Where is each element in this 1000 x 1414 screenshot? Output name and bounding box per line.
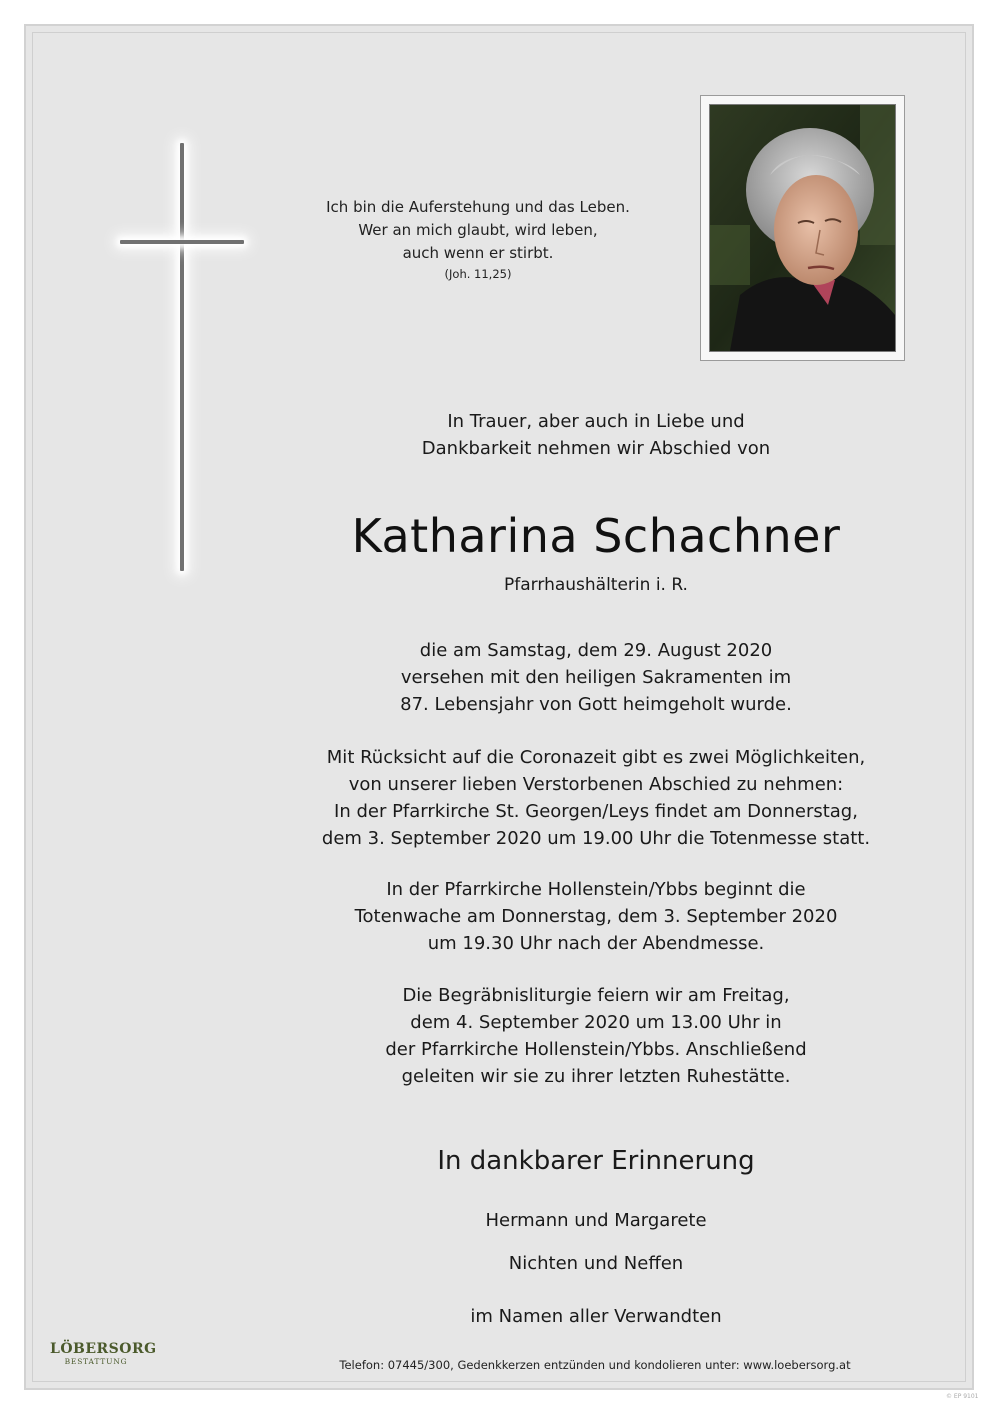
burial-notice bbox=[296, 982, 896, 1090]
intro-text bbox=[296, 408, 896, 462]
verse-line-1: Ich bin die Auferstehung und das Leben. bbox=[326, 198, 630, 216]
cross-horizontal-beam bbox=[120, 240, 244, 244]
intro-line-2: Dankbarkeit nehmen wir Abschied von bbox=[421, 438, 771, 459]
portrait-frame bbox=[700, 95, 905, 361]
burial-notice-line: der Pfarrkirche Hollenstein/Ybbs. Anschließend bbox=[385, 1039, 807, 1060]
mourner-line: im Namen aller Verwandten bbox=[470, 1306, 722, 1327]
burial-notice-line: geleiten wir sie zu ihrer letzten Ruhestätte. bbox=[401, 1066, 791, 1087]
corona-notice-line: Mit Rücksicht auf die Coronazeit gibt es zwei Möglichkeiten, bbox=[326, 747, 866, 768]
corona-notice-line: von unserer lieben Verstorbenen Abschied zu nehmen: bbox=[348, 774, 844, 795]
death-notice bbox=[296, 637, 896, 718]
wake-notice bbox=[296, 876, 896, 957]
deceased-title: Pfarrhaushälterin i. R. bbox=[504, 575, 688, 595]
cross-vertical-beam bbox=[180, 143, 184, 571]
deceased-name: Katharina Schachner bbox=[351, 509, 841, 563]
bible-verse bbox=[300, 196, 656, 283]
funeral-home-logo bbox=[50, 1341, 157, 1367]
portrait-image bbox=[710, 105, 895, 351]
burial-notice-line: dem 4. September 2020 um 13.00 Uhr in bbox=[410, 1012, 782, 1033]
wake-notice-line: um 19.30 Uhr nach der Abendmesse. bbox=[427, 933, 765, 954]
remembrance-heading: In dankbarer Erinnerung bbox=[437, 1146, 755, 1176]
logo-name: LÖBERSORG bbox=[50, 1341, 157, 1357]
mourner-line: Hermann und Margarete bbox=[485, 1210, 707, 1231]
death-notice-line: versehen mit den heiligen Sakramenten im bbox=[400, 667, 792, 688]
logo-subtitle: BESTATTUNG bbox=[64, 1357, 128, 1366]
wake-notice-line: In der Pfarrkirche Hollenstein/Ybbs beginnt die bbox=[386, 879, 806, 900]
copyright-mark: © EP 9101 bbox=[946, 1393, 979, 1400]
mourner-line: Nichten und Neffen bbox=[508, 1253, 684, 1274]
portrait-photo bbox=[709, 104, 896, 352]
death-notice-line: 87. Lebensjahr von Gott heimgeholt wurde. bbox=[400, 694, 792, 715]
corona-notice-line: In der Pfarrkirche St. Georgen/Leys findet am Donnerstag, bbox=[334, 801, 858, 822]
footer-contact: Telefon: 07445/300, Gedenkkerzen entzünden und kondolieren unter: www.loebersorg.at bbox=[339, 1358, 851, 1372]
verse-reference: (Joh. 11,25) bbox=[444, 267, 512, 281]
death-notice-line: die am Samstag, dem 29. August 2020 bbox=[419, 640, 773, 661]
wake-notice-line: Totenwache am Donnerstag, dem 3. September 2020 bbox=[354, 906, 838, 927]
corona-notice-line: dem 3. September 2020 um 19.00 Uhr die Totenmesse statt. bbox=[321, 828, 871, 849]
verse-line-2: Wer an mich glaubt, wird leben, bbox=[358, 221, 598, 239]
burial-notice-line: Die Begräbnisliturgie feiern wir am Freitag, bbox=[402, 985, 790, 1006]
corona-notice bbox=[296, 744, 896, 852]
verse-line-3: auch wenn er stirbt. bbox=[402, 244, 554, 262]
intro-line-1: In Trauer, aber auch in Liebe und bbox=[447, 411, 745, 432]
